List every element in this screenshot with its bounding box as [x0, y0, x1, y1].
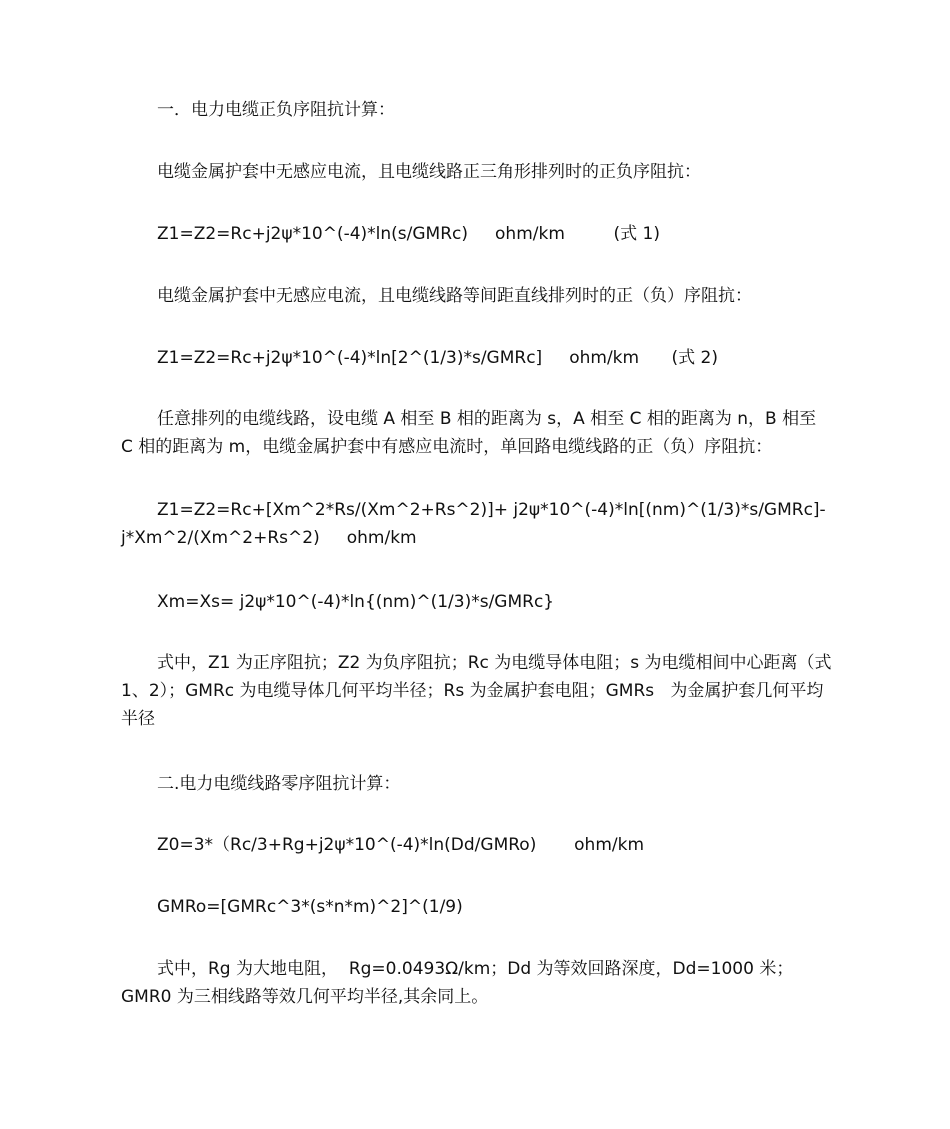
section-heading-positive-negative-sequence: 一．电力电缆正负序阻抗计算：	[157, 100, 395, 120]
paragraph-zero-sequence-definitions: 式中，Rg 为大地电阻， Rg=0.0493Ω/km；Dd 为等效回路深度，Dd=1000 米；GMR0 为三相线路等效几何平均半径,其余同上。	[121, 959, 794, 1007]
section-heading-zero-sequence: 二.电力电缆线路零序阻抗计算：	[157, 774, 401, 794]
formula-2: Z1=Z2=Rc+j2ψ*10^(-4)*ln[2^(1/3)*s/GMRc] ohm/km (式 2)	[157, 348, 718, 368]
paragraph-condition-triangle: 电缆金属护套中无感应电流，且电缆线路正三角形排列时的正负序阻抗：	[157, 162, 701, 182]
formula-xm: Xm=Xs= j2ψ*10^(-4)*ln{(nm)^(1/3)*s/GMRc}	[157, 592, 555, 612]
formula-3: Z1=Z2=Rc+[Xm^2*Rs/(Xm^2+Rs^2)]+ j2ψ*10^(-4)*ln[(nm)^(1/3)*s/GMRc]-j*Xm^2/(Xm^2+Rs^2) ohm/km	[121, 500, 826, 548]
formula-gmro: GMRo=[GMRc^3*(s*n*m)^2]^(1/9)	[157, 897, 463, 917]
formula-z0: Z0=3*（Rc/3+Rg+j2ψ*10^(-4)*ln(Dd/GMRo) ohm/km	[157, 835, 645, 855]
paragraph-arbitrary-arrangement: 任意排列的电缆线路，设电缆 A 相至 B 相的距离为 s，A 相至 C 相的距离为 n，B 相至 C 相的距离为 m，电缆金属护套中有感应电流时，单回路电缆线路的正（负）序阻抗：	[121, 409, 822, 457]
formula-1: Z1=Z2=Rc+j2ψ*10^(-4)*ln(s/GMRc) ohm/km (式 1)	[157, 224, 661, 244]
paragraph-condition-straight-line: 电缆金属护套中无感应电流，且电缆线路等间距直线排列时的正（负）序阻抗：	[157, 286, 752, 306]
paragraph-symbol-definitions: 式中，Z1 为正序阻抗；Z2 为负序阻抗；Rc 为电缆导体电阻；s 为电缆相间中心距离（式 1、2）；GMRc 为电缆导体几何平均半径；Rs 为金属护套电阻；GMRs 为金属护套几何平均半径	[121, 653, 837, 729]
